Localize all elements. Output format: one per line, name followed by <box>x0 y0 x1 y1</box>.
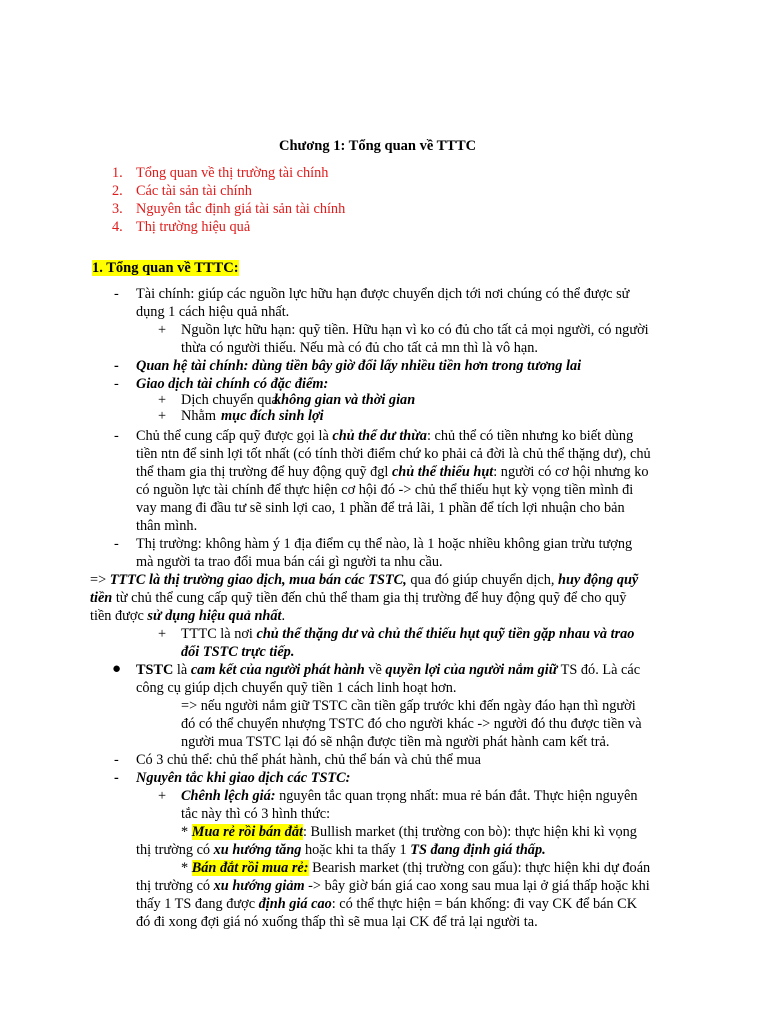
plus-marker: + <box>158 392 167 408</box>
text-run: . <box>281 608 286 624</box>
text-run: Bearish market (thị trường con gấu): thực hiện khi dự đoán <box>308 860 651 876</box>
paragraph-line: Nguồn lực hữu hạn: quỹ tiền. Hữu hạn vì ko có đủ cho tất cả mọi người, có người <box>181 322 649 338</box>
text-run: hoặc khi ta thấy 1 <box>301 842 411 858</box>
toc-number: 1. <box>112 165 123 181</box>
dich-chuyen-b: không gian và thời gian <box>274 392 416 408</box>
paragraph-line: thừa có người thiếu. Nếu mà có đủ cho tất cả mn thì là vô hạn. <box>181 340 538 356</box>
paragraph-line <box>181 787 638 805</box>
paragraph-line <box>136 463 649 481</box>
paragraph-line <box>181 823 637 841</box>
page-title: Chương 1: Tổng quan về TTTC <box>279 138 477 154</box>
text-run: TSTC <box>136 662 174 678</box>
text-run: : chủ thể có tiền nhưng ko biết dùng <box>426 428 634 444</box>
toc-item: Các tài sản tài chính <box>136 183 252 199</box>
text-run: tiền được <box>90 608 148 624</box>
toc-number: 2. <box>112 183 123 199</box>
plus-marker: + <box>158 408 167 424</box>
text-run: nguyên tắc quan trọng nhất: mua rẻ bán đắt. Thực hiện nguyên <box>275 788 638 804</box>
paragraph-line <box>90 607 285 625</box>
giao-dich-heading: Giao dịch tài chính có đặc điểm: <box>136 376 329 392</box>
paragraph-line <box>136 841 546 859</box>
paragraph-line <box>181 625 634 643</box>
dash-marker: - <box>114 358 119 374</box>
dich-chuyen-a: Dịch chuyển qua <box>181 392 278 408</box>
text-run: : có thể thực hiện = bán khống: đi vay CK để bán CK <box>331 896 638 912</box>
text-run: sử dụng hiệu quả nhất <box>147 608 282 624</box>
paragraph-line: đó có thể chuyển nhượng TSTC đó cho người khác -> người đó thu được tiền và <box>181 716 642 732</box>
nham-b: mục đích sinh lợi <box>221 408 324 424</box>
text-run: thấy 1 TS đang được <box>136 896 259 912</box>
text-run: -> bây giờ bán giá cao xong sau mua lại ở giá thấp hoặc khi <box>304 878 650 894</box>
text-run: xu hướng giảm <box>213 878 305 894</box>
text-run: quyền lợi của người nắm giữ <box>385 662 558 678</box>
plus-marker: + <box>158 322 167 338</box>
paragraph-line: công cụ giúp dịch chuyển quỹ tiền 1 cách linh hoạt hơn. <box>136 680 457 696</box>
section-heading <box>92 259 239 277</box>
text-run: TTTC là nơi <box>181 626 257 642</box>
dash-marker: - <box>114 752 119 768</box>
section-heading-text: 1. Tổng quan về TTTC: <box>92 260 239 276</box>
toc-item: Thị trường hiệu quả <box>136 219 251 235</box>
dash-marker: - <box>114 770 119 786</box>
nham-a: Nhằm <box>181 408 216 424</box>
dash-marker: - <box>114 536 119 552</box>
toc-item: Nguyên tắc định giá tài sản tài chính <box>136 201 346 217</box>
dash-marker: - <box>114 286 119 302</box>
text-run: cam kết của người phát hành <box>190 662 365 678</box>
text-run: Mua rẻ rồi bán đắt <box>191 824 303 840</box>
paragraph-line <box>136 877 650 895</box>
paragraph-line: tắc này thì có 3 hình thức: <box>181 806 331 822</box>
plus-marker: + <box>158 626 167 642</box>
toc-number: 4. <box>112 219 123 235</box>
paragraph-line: thân mình. <box>136 518 198 534</box>
paragraph-line: => nếu người nắm giữ TSTC cần tiền gấp trước khi đến ngày đáo hạn thì người <box>181 698 636 714</box>
nguyen-tac-heading: Nguyên tắc khi giao dịch các TSTC: <box>136 770 351 786</box>
text-run: xu hướng tăng <box>213 842 302 858</box>
text-run: chủ thể thiếu hụt <box>391 464 494 480</box>
paragraph-line <box>181 859 650 877</box>
paragraph-line: Có 3 chủ thể: chủ thể phát hành, chủ thể bán và chủ thể mua <box>136 752 482 768</box>
text-run: chủ thể thặng dư và chủ thể thiếu hụt quỹ tiền gặp nhau và trao <box>256 626 635 642</box>
text-run: TS đó. Là các <box>557 662 641 678</box>
paragraph-line: dụng 1 cách hiệu quả nhất. <box>136 304 290 320</box>
text-run: Chủ thể cung cấp quỹ được gọi là <box>136 428 333 444</box>
text-run: chủ thể dư thừa <box>332 428 427 444</box>
text-run: từ chủ thể cung cấp quỹ tiền đến chủ thể tham gia thị trường để huy động quỹ để cho quỹ <box>112 590 627 606</box>
text-run: thể tham gia thị trường để huy động quỹ đgl <box>136 464 392 480</box>
paragraph-line <box>136 427 633 445</box>
paragraph-line: có nguồn lực tài chính để thực hiện cơ hội đó -> chủ thể thiếu hụt kỳ vọng tiền mình đi <box>136 482 634 498</box>
text-run: huy động quỹ <box>558 572 639 588</box>
paragraph-line: vay mang đi đầu tư sẽ sinh lợi cao, 1 phần để trả lãi, 1 phần để tích lợi nhuận cho bản <box>136 500 625 516</box>
text-run: thị trường có <box>136 878 214 894</box>
text-run: định giá cao <box>258 896 332 912</box>
plus-marker: + <box>158 788 167 804</box>
text-run: tiền <box>90 590 113 606</box>
paragraph-line <box>136 895 637 913</box>
text-run: : Bullish market (thị trường con bò): thực hiện khi kì vọng <box>302 824 637 840</box>
text-run: thị trường có <box>136 842 214 858</box>
bullet-marker: ● <box>112 661 122 677</box>
star-marker: * <box>181 860 189 876</box>
star-marker: * <box>181 824 189 840</box>
toc-number: 3. <box>112 201 123 217</box>
text-run: TS đang định giá thấp. <box>410 842 546 858</box>
paragraph-line: Tài chính: giúp các nguồn lực hữu hạn được chuyển dịch tới nơi chúng có thể được sử <box>136 286 630 302</box>
paragraph-line: đổi TSTC trực tiếp. <box>181 644 295 660</box>
text-run: : người có cơ hội nhưng ko <box>493 464 649 480</box>
dash-marker: - <box>114 428 119 444</box>
paragraph-line: đó đi xong đợi giá nó xuống thấp thì sẽ mua lại CK để trả lại người ta. <box>136 914 538 930</box>
text-run: Chênh lệch giá: <box>181 788 276 804</box>
paragraph-line <box>90 571 638 589</box>
text-run: qua đó giúp chuyển dịch, <box>406 572 559 588</box>
paragraph-line: người mua TSTC lại đó sẽ nhận được tiền mà người phát hành cam kết trả. <box>181 734 610 750</box>
paragraph-line: Thị trường: không hàm ý 1 địa điểm cụ thể nào, là 1 hoặc nhiều không gian trừu tượng <box>136 536 633 552</box>
paragraph-line: tiền ntn để sinh lợi tốt nhất (có tính thời điểm chứ ko phải cả đời là chủ thể thặng dư), chủ <box>136 446 651 462</box>
paragraph-line <box>90 589 626 607</box>
quan-he-text: Quan hệ tài chính: dùng tiền bây giờ đổi lấy nhiều tiền hơn trong tương lai <box>136 358 582 374</box>
text-run: TTTC là thị trường giao dịch, mua bán các TSTC, <box>109 572 407 588</box>
toc-item: Tổng quan về thị trường tài chính <box>136 165 329 181</box>
dash-marker: - <box>114 376 119 392</box>
text-run: về <box>364 662 386 678</box>
text-run: là <box>173 662 191 678</box>
paragraph-line <box>136 661 640 679</box>
text-run: => <box>90 572 110 588</box>
paragraph-line: mà người ta trao đổi mua bán cái gì người ta nhu cầu. <box>136 554 443 570</box>
text-run: Bán đắt rồi mua rẻ: <box>191 860 309 876</box>
